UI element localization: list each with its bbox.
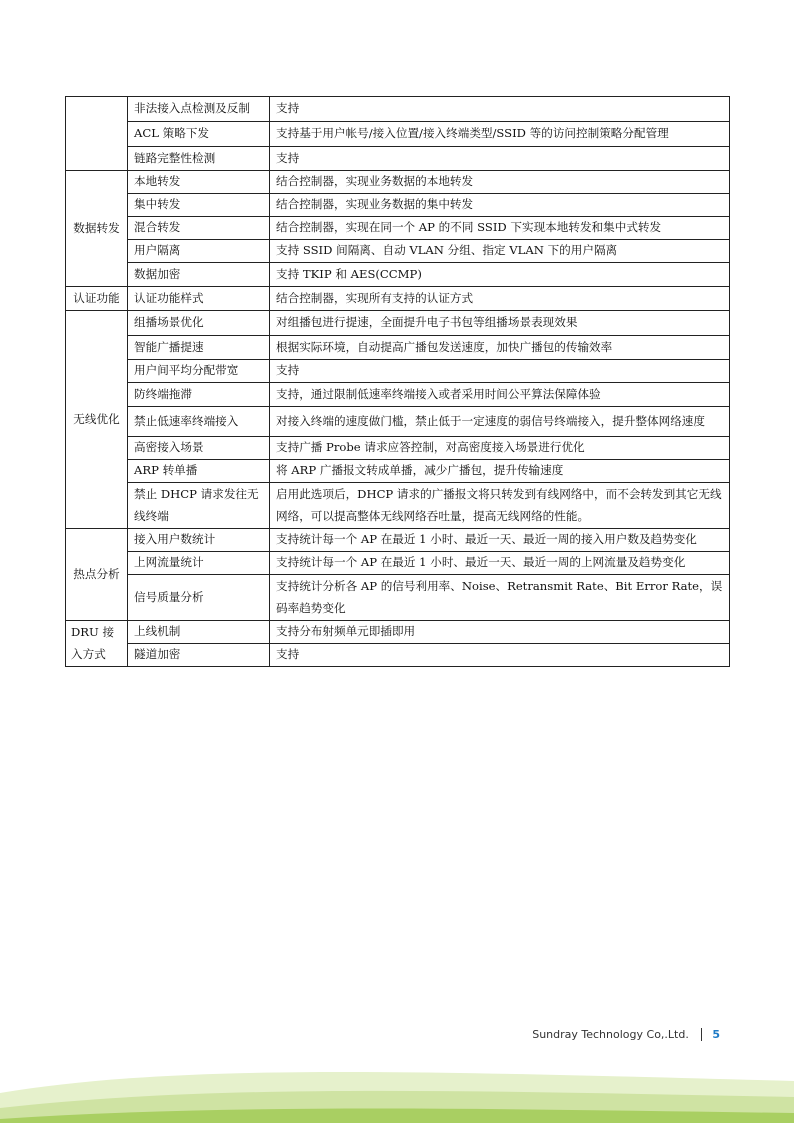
desc-cell: 支持，通过限制低速率终端接入或者采用时间公平算法保障体验 [270, 383, 730, 407]
page-footer [532, 1028, 720, 1041]
table-row [66, 287, 730, 311]
feature-cell: 禁止低速率终端接入 [128, 407, 270, 437]
feature-cell: 接入用户数统计 [128, 529, 270, 552]
decorative-wave [0, 1053, 794, 1123]
feature-cell: 上网流量统计 [128, 552, 270, 575]
table-row [66, 311, 730, 336]
category-cell [66, 97, 128, 171]
desc-cell: 支持 [270, 644, 730, 667]
category-cell: 数据转发 [66, 171, 128, 287]
feature-cell: 禁止 DHCP 请求发往无线终端 [128, 483, 270, 529]
table-row [66, 336, 730, 360]
desc-cell: 支持 [270, 147, 730, 171]
feature-cell: 上线机制 [128, 621, 270, 644]
desc-cell: 将 ARP 广播报文转成单播，减少广播包，提升传输速度 [270, 460, 730, 483]
desc-cell: 支持 [270, 360, 730, 383]
page-number: 5 [712, 1028, 720, 1041]
feature-cell: 非法接入点检测及反制 [128, 97, 270, 122]
desc-cell: 支持 [270, 97, 730, 122]
feature-cell: 信号质量分析 [128, 575, 270, 621]
table-row [66, 383, 730, 407]
desc-cell: 结合控制器，实现在同一个 AP 的不同 SSID 下实现本地转发和集中式转发 [270, 217, 730, 240]
table-row [66, 644, 730, 667]
category-cell: 无线优化 [66, 311, 128, 529]
category-cell: DRU 接入方式 [66, 621, 128, 667]
table-row [66, 122, 730, 147]
feature-cell: 链路完整性检测 [128, 147, 270, 171]
feature-cell: 高密接入场景 [128, 437, 270, 460]
desc-cell: 结合控制器，实现业务数据的集中转发 [270, 194, 730, 217]
feature-cell: ACL 策略下发 [128, 122, 270, 147]
feature-cell: 混合转发 [128, 217, 270, 240]
table-row [66, 529, 730, 552]
table-row [66, 217, 730, 240]
feature-cell: 隧道加密 [128, 644, 270, 667]
desc-cell: 支持基于用户帐号/接入位置/接入终端类型/SSID 等的访问控制策略分配管理 [270, 122, 730, 147]
desc-cell: 支持统计每一个 AP 在最近 1 小时、最近一天、最近一周的接入用户数及趋势变化 [270, 529, 730, 552]
table-row [66, 407, 730, 437]
category-cell: 热点分析 [66, 529, 128, 621]
footer-separator [701, 1028, 703, 1041]
desc-cell: 支持分布射频单元即插即用 [270, 621, 730, 644]
desc-cell: 支持广播 Probe 请求应答控制，对高密度接入场景进行优化 [270, 437, 730, 460]
spec-table [65, 96, 730, 667]
feature-cell: 用户间平均分配带宽 [128, 360, 270, 383]
table-row [66, 147, 730, 171]
table-row [66, 621, 730, 644]
desc-cell: 支持 TKIP 和 AES(CCMP) [270, 263, 730, 287]
table-row [66, 171, 730, 194]
desc-cell: 根据实际环境，自动提高广播包发送速度，加快广播包的传输效率 [270, 336, 730, 360]
feature-cell: 数据加密 [128, 263, 270, 287]
table-row [66, 437, 730, 460]
table-row [66, 240, 730, 263]
desc-cell: 对接入终端的速度做门槛，禁止低于一定速度的弱信号终端接入，提升整体网络速度 [270, 407, 730, 437]
company-name: Sundray Technology Co,.Ltd. [532, 1028, 689, 1041]
feature-cell: 组播场景优化 [128, 311, 270, 336]
feature-cell: 集中转发 [128, 194, 270, 217]
table-row [66, 575, 730, 621]
desc-cell: 启用此选项后，DHCP 请求的广播报文将只转发到有线网络中，而不会转发到其它无线网络，可以提高整体无线网络吞吐量，提高无线网络的性能。 [270, 483, 730, 529]
feature-cell: 智能广播提速 [128, 336, 270, 360]
desc-cell: 结合控制器，实现所有支持的认证方式 [270, 287, 730, 311]
table-row [66, 552, 730, 575]
feature-cell: 用户隔离 [128, 240, 270, 263]
feature-cell: ARP 转单播 [128, 460, 270, 483]
table-row [66, 97, 730, 122]
table-row [66, 460, 730, 483]
desc-cell: 结合控制器，实现业务数据的本地转发 [270, 171, 730, 194]
table-row [66, 194, 730, 217]
feature-cell: 本地转发 [128, 171, 270, 194]
table-row [66, 483, 730, 529]
table-row [66, 263, 730, 287]
desc-cell: 对组播包进行提速，全面提升电子书包等组播场景表现效果 [270, 311, 730, 336]
desc-cell: 支持 SSID 间隔离、自动 VLAN 分组、指定 VLAN 下的用户隔离 [270, 240, 730, 263]
feature-cell: 认证功能样式 [128, 287, 270, 311]
desc-cell: 支持统计分析各 AP 的信号利用率、Noise、Retransmit Rate、Bit Error Rate，误码率趋势变化 [270, 575, 730, 621]
category-cell: 认证功能 [66, 287, 128, 311]
feature-cell: 防终端拖滞 [128, 383, 270, 407]
table-row [66, 360, 730, 383]
desc-cell: 支持统计每一个 AP 在最近 1 小时、最近一天、最近一周的上网流量及趋势变化 [270, 552, 730, 575]
